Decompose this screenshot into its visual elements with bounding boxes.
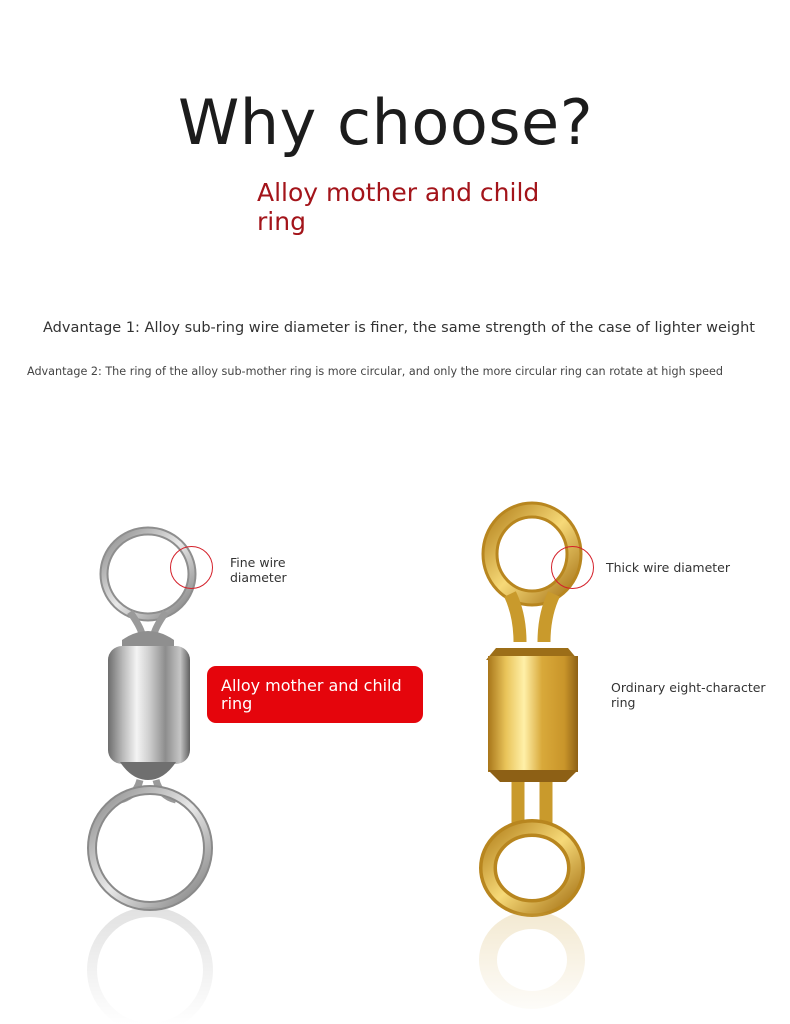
advantage-1-text: Advantage 1: Alloy sub-ring wire diameter is finer, the same strength of the case of lighter weight: [43, 320, 755, 336]
silver-swivel-image: [60, 500, 240, 1024]
fine-wire-highlight-circle: [170, 546, 213, 589]
page-subtitle: Alloy mother and child ring: [257, 178, 540, 236]
alloy-ring-badge-label: Alloy mother and child ring: [221, 676, 402, 713]
advantage-2-text: Advantage 2: The ring of the alloy sub-mother ring is more circular, and only the more circular ring can rotate at high speed: [27, 365, 724, 378]
gold-swivel-image: [450, 490, 620, 1024]
alloy-ring-badge: [207, 666, 423, 723]
page-title: Why choose?: [178, 86, 594, 159]
thick-wire-callout: Thick wire diameter: [606, 560, 731, 575]
ordinary-ring-callout: Ordinary eight-character ring: [611, 680, 766, 710]
thick-wire-highlight-circle: [551, 546, 594, 589]
fine-wire-callout: Fine wire diameter: [230, 555, 287, 585]
